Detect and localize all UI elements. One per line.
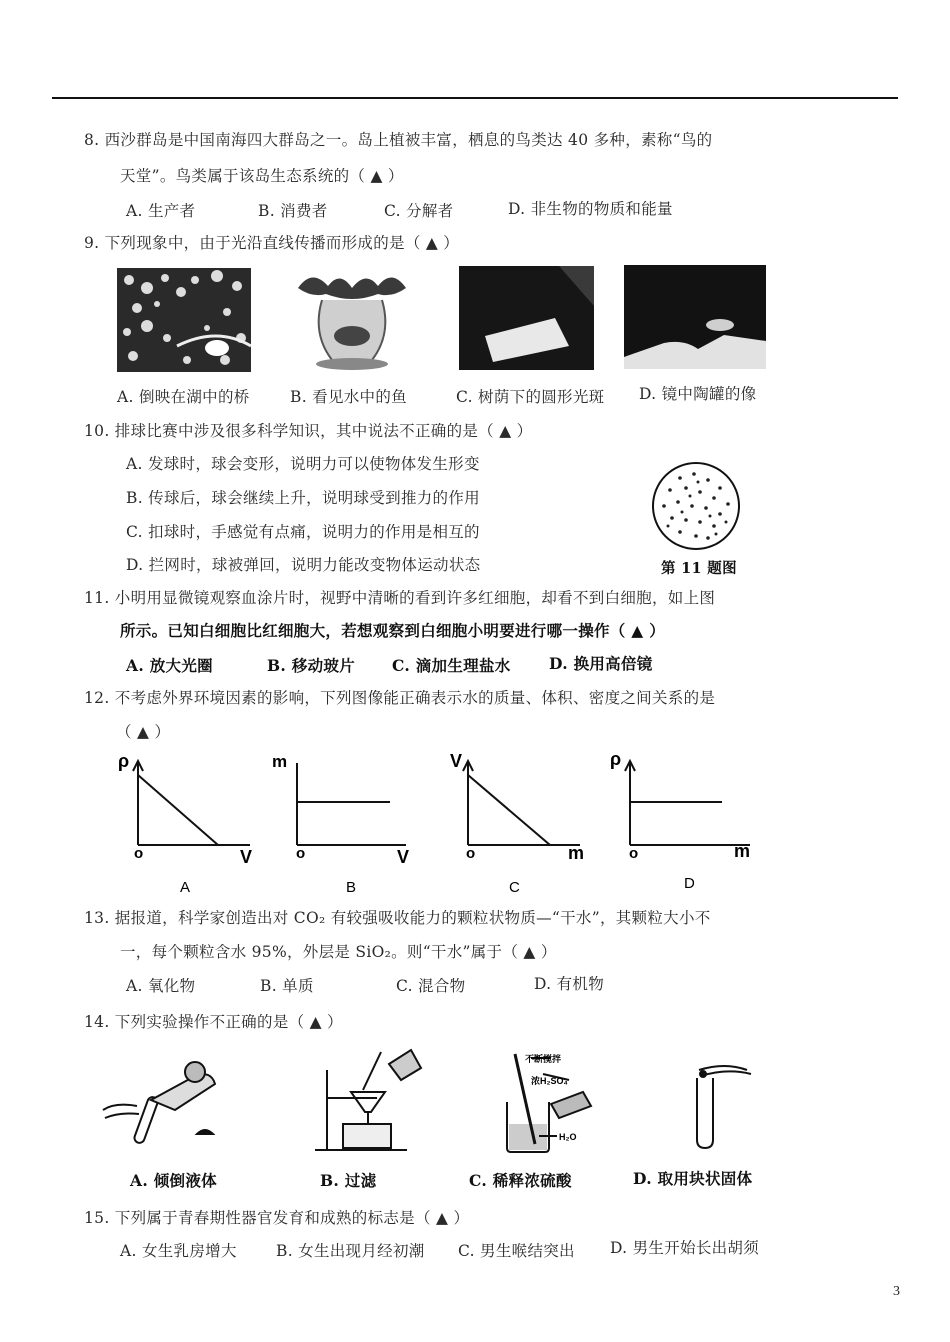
page-number: 3: [893, 1284, 900, 1299]
q13-option-d: D. 有机物: [534, 975, 605, 993]
q15-option-a: A. 女生乳房增大: [120, 1242, 237, 1260]
q11-option-a: A. 放大光圈: [126, 656, 213, 675]
q8-option-a: A. 生产者: [126, 202, 196, 220]
fig11-caption: 第 11 题图: [661, 560, 737, 577]
q12-graph-b-xlabel: V: [397, 847, 410, 867]
q15-option-d: D. 男生开始长出胡须: [610, 1239, 760, 1257]
q11-stem-line1: 11. 小明用显微镜观察血涂片时，视野中清晰的看到许多红细胞，却看不到白细胞，如上图: [84, 589, 716, 607]
q12-graph-a-xlabel: V: [240, 847, 253, 867]
q9-caption-b: B. 看见水中的鱼: [290, 388, 407, 406]
q12-graph-d-xlabel: m: [734, 841, 751, 861]
q14-label-water: H₂O: [559, 1132, 577, 1142]
q12-graph-a-letter: A: [180, 879, 191, 896]
q12-graph-d-ylabel: ρ: [610, 749, 622, 769]
q14-fig-d-solid: [697, 1066, 751, 1148]
q14-caption-c: C. 稀释浓硫酸: [469, 1171, 572, 1190]
q9-caption-d: D. 镜中陶罐的像: [639, 385, 757, 403]
q11-option-c: C. 滴加生理盐水: [392, 656, 511, 675]
q9-caption-c: C. 树荫下的圆形光斑: [456, 388, 605, 406]
q12-graph-c-xlabel: m: [568, 843, 585, 863]
q14-fig-b-filtration: [315, 1050, 421, 1150]
q15-option-c: C. 男生喉结突出: [458, 1242, 575, 1260]
q13-option-c: C. 混合物: [396, 977, 466, 995]
q12-graph-c-ylabel: V: [450, 751, 463, 771]
q12-graph-c-letter: C: [509, 879, 520, 896]
q12-graph-d: [610, 749, 750, 892]
q13-stem-line2: 一，每个颗粒含水 95%，外层是 SiO₂。则“干水”属于（ ▲ ）: [120, 943, 557, 961]
q11-stem-line2: 所示。已知白细胞比红细胞大，若想观察到白细胞小明要进行哪一操作（ ▲ ）: [120, 621, 666, 640]
q8-option-b: B. 消费者: [258, 202, 328, 220]
q14-label-acid: 浓H₂SO₄: [531, 1076, 568, 1086]
q12-stem-line1: 12. 不考虑外界环境因素的影响，下列图像能正确表示水的质量、体积、密度之间关系的是: [84, 689, 716, 707]
q13-stem-line1: 13. 据报道，科学家创造出对 CO₂ 有较强吸收能力的颗粒状物质—“干水”，其颗粒大小不: [84, 909, 711, 927]
header-rule: [52, 97, 898, 99]
q9-photo-mirror-jar: [624, 265, 766, 369]
q8-option-c: C. 分解者: [384, 202, 454, 220]
q15-stem: 15. 下列属于青春期性器官发育和成熟的标志是（ ▲ ）: [84, 1209, 470, 1227]
q8-stem-line2: 天堂”。鸟类属于该岛生态系统的（ ▲ ）: [120, 167, 404, 185]
q10-stem: 10. 排球比赛中涉及很多科学知识，其中说法不正确的是（ ▲ ）: [84, 422, 533, 440]
q12-graph-c: [450, 751, 584, 896]
q12-graph-b: [272, 752, 409, 896]
q12-graph-a-origin: o: [134, 845, 144, 862]
q14-fig-c-dilution: [507, 1054, 591, 1152]
q12-graph-c-origin: o: [466, 845, 476, 862]
q14-lab-figures: [95, 1040, 795, 1168]
q10-option-d: D. 拦网时，球被弹回，说明力能改变物体运动状态: [126, 556, 481, 574]
q12-graphs: [100, 745, 800, 905]
q12-graph-a-ylabel: ρ: [118, 751, 130, 771]
q12-graph-b-letter: B: [346, 879, 357, 896]
q8-option-d: D. 非生物的物质和能量: [508, 200, 673, 218]
q14-stem: 14. 下列实验操作不正确的是（ ▲ ）: [84, 1013, 343, 1031]
q12-graph-d-origin: o: [629, 845, 639, 862]
q9-stem: 9. 下列现象中，由于光沿直线传播而形成的是（ ▲ ）: [84, 234, 460, 252]
q9-photo-light-spots: [459, 266, 594, 370]
q11-option-d: D. 换用高倍镜: [549, 654, 653, 673]
q14-fig-a-pouring: [103, 1062, 215, 1144]
q13-option-a: A. 氧化物: [126, 977, 196, 995]
q12-graph-b-ylabel: m: [272, 752, 288, 771]
q14-caption-d: D. 取用块状固体: [633, 1169, 753, 1188]
fig11-microscope-field: [650, 460, 742, 552]
q14-caption-b: B. 过滤: [320, 1171, 377, 1190]
q15-option-b: B. 女生出现月经初潮: [276, 1242, 425, 1260]
q12-graph-d-letter: D: [684, 875, 695, 892]
q14-caption-a: A. 倾倒液体: [130, 1171, 217, 1190]
q10-option-b: B. 传球后，球会继续上升，说明球受到推力的作用: [126, 489, 480, 507]
q11-option-b: B. 移动玻片: [267, 656, 355, 675]
q9-caption-a: A. 倒映在湖中的桥: [117, 388, 250, 406]
q9-photo-bridge: [117, 268, 251, 372]
q9-photo-fish: [292, 264, 412, 374]
q10-option-c: C. 扣球时，手感觉有点痛，说明力的作用是相互的: [126, 523, 480, 541]
q12-stem-line2: （ ▲ ）: [116, 723, 171, 741]
q10-option-a: A. 发球时，球会变形，说明力可以使物体发生形变: [126, 455, 480, 473]
q12-graph-a: [118, 751, 252, 896]
q14-label-stir: 不断搅拌: [525, 1054, 562, 1064]
q13-option-b: B. 单质: [260, 977, 314, 995]
q12-graph-b-origin: o: [296, 845, 306, 862]
q8-stem-line1: 8. 西沙群岛是中国南海四大群岛之一。岛上植被丰富，栖息的鸟类达 40 多种，素称“鸟的: [84, 131, 713, 149]
